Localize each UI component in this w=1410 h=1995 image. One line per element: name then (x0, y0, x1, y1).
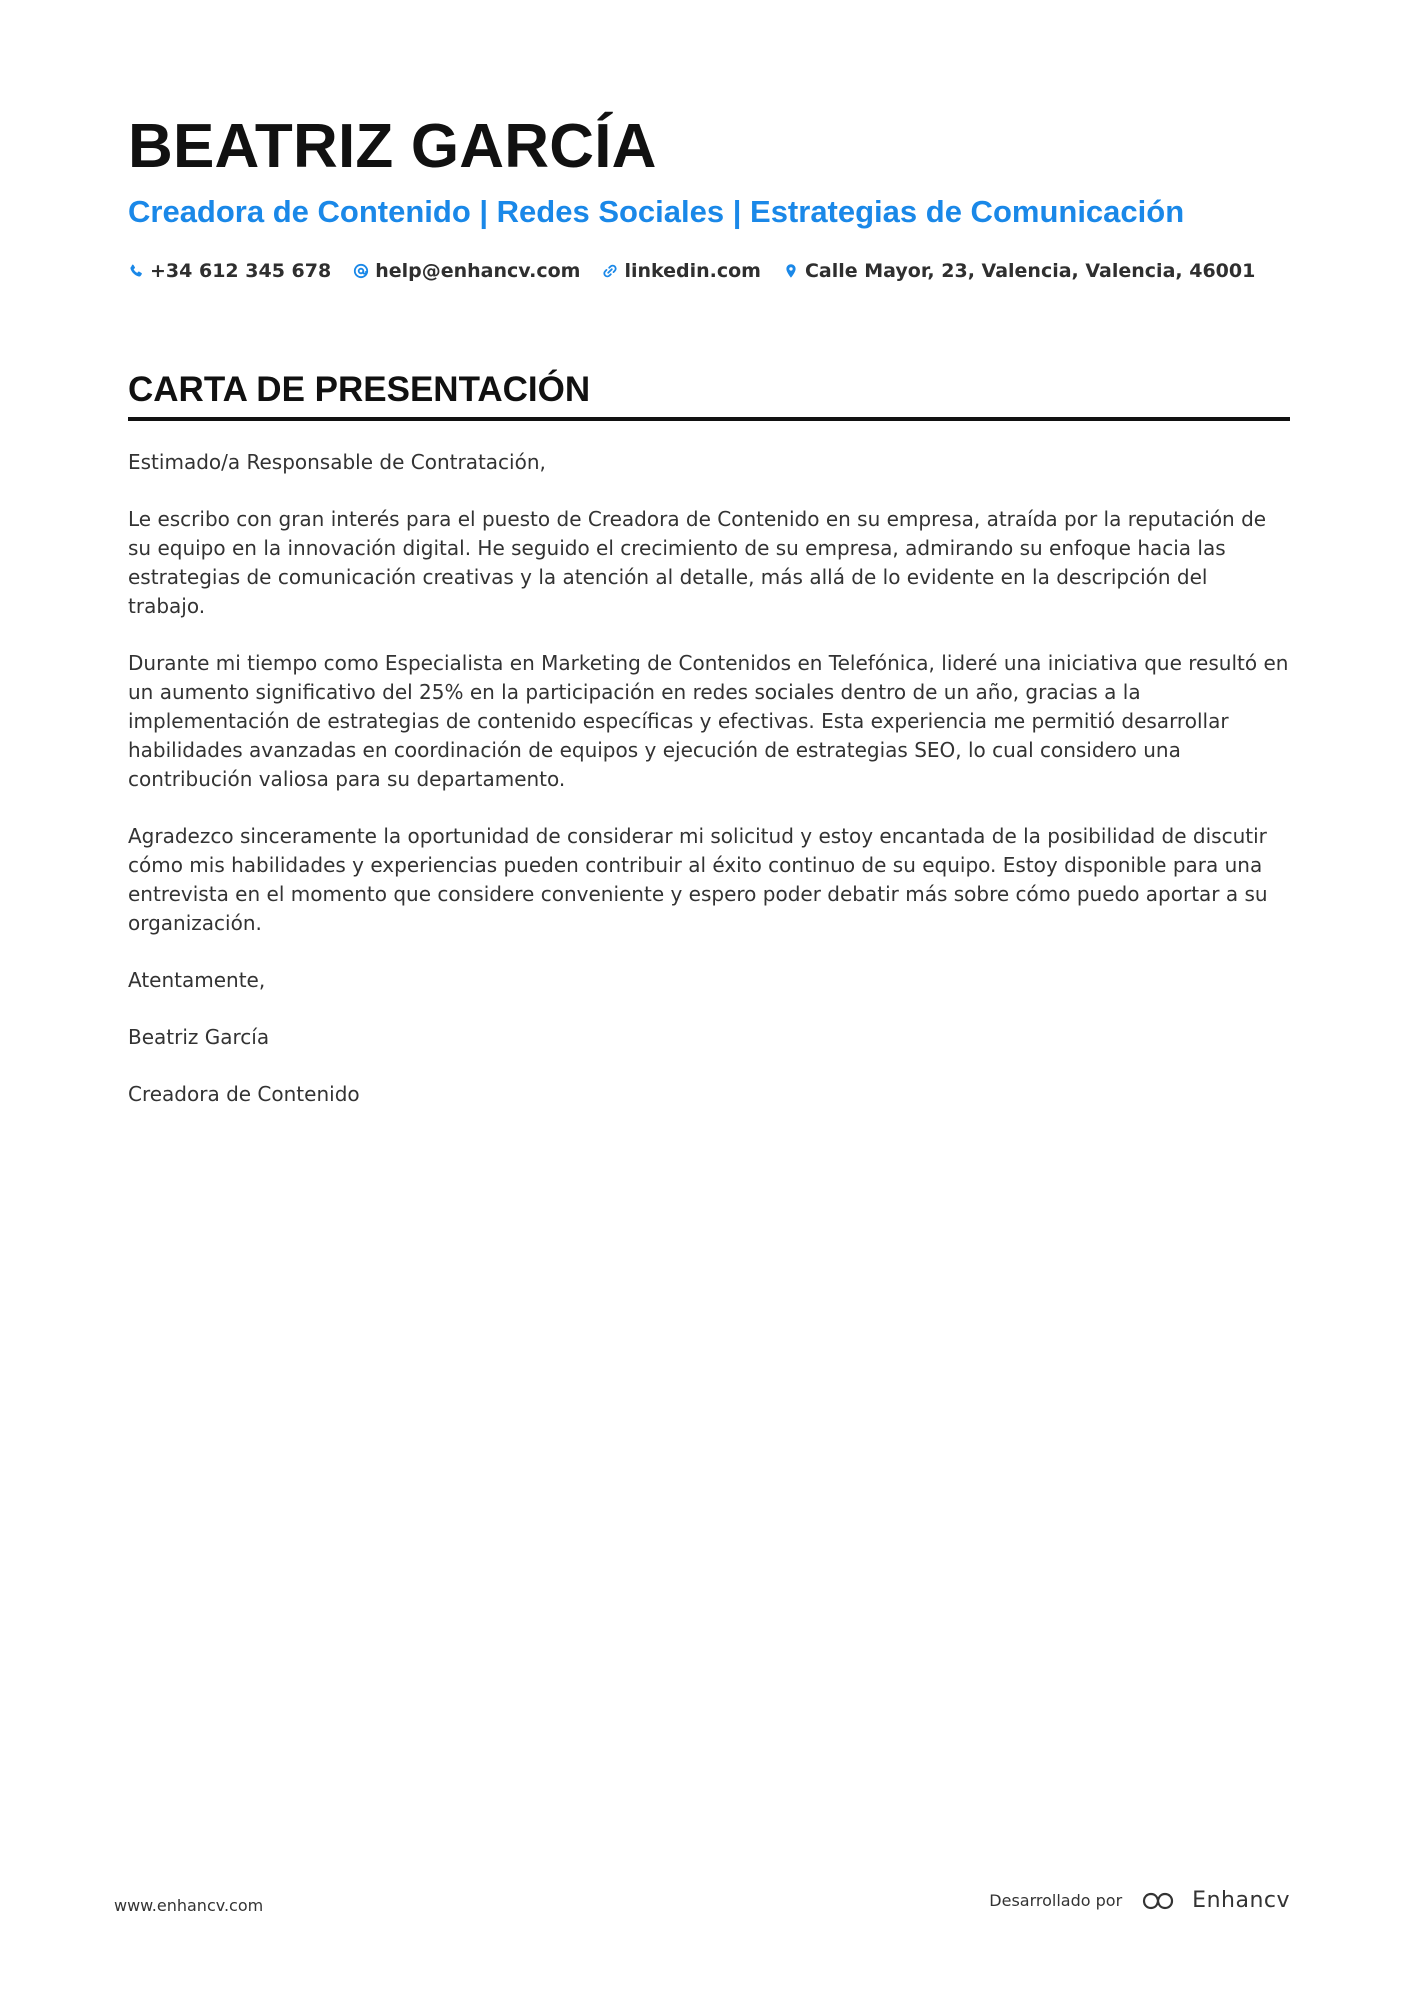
letter-paragraph-3: Agradezco sinceramente la oportunidad de considerar mi solicitud y estoy encantada de la posibilidad de discutir cómo mis habilidades y experiencias pueden contribuir al éxito continuo de su equipo. Estoy disponible para una entrevista en el momento que considere conveniente y espero poder debatir más sobre cómo puedo aportar a su organización. (128, 824, 1268, 935)
address-contact (783, 258, 1255, 284)
section-heading: CARTA DE PRESENTACIÓN (128, 370, 1290, 421)
signature-name: Beatriz García (128, 1025, 270, 1049)
email-address[interactable]: help@enhancv.com (375, 260, 581, 282)
powered-by-label: Desarrollado por (989, 1891, 1123, 1910)
location-pin-icon (783, 263, 799, 279)
email-contact (353, 258, 580, 284)
letter-paragraph-2: Durante mi tiempo como Especialista en Marketing de Contenidos en Telefónica, lideré una iniciativa que resultó en un aumento significativo del 25% en la participación en redes sociales dentro de un año, gracias a la implementación de estrategias de contenido específicas y efectivas. Esta experiencia me permitió desarrollar habilidades avanzadas en coordinación de equipos y ejecución de estrategias SEO, lo cual considero una contribución valiosa para su departamento. (128, 651, 1289, 791)
footer-branding (989, 1888, 1290, 1913)
brand-name: Enhancv (1192, 1888, 1290, 1913)
contact-bar (128, 258, 1290, 284)
signature-title: Creadora de Contenido (128, 1082, 360, 1106)
linkedin-contact (602, 258, 761, 284)
infinity-logo-icon (1134, 1889, 1182, 1913)
salutation: Estimado/a Responsable de Contratación, (128, 450, 546, 474)
candidate-name: BEATRIZ GARCÍA (128, 112, 657, 181)
letter-body (128, 448, 1290, 1109)
address: Calle Mayor, 23, Valencia, Valencia, 46001 (804, 260, 1256, 282)
headline: Creadora de Contenido | Redes Sociales | Estrategias de Comunicación (128, 194, 1185, 229)
phone-icon (128, 263, 144, 279)
phone-contact (128, 258, 331, 284)
document-content (128, 110, 1290, 1137)
letter-paragraph-1: Le escribo con gran interés para el puesto de Creadora de Contenido en su empresa, atraída por la reputación de su equipo en la innovación digital. He seguido el crecimiento de su empresa, admirando su enfoque hacia las estrategias de comunicación creativas y la atención al detalle, más allá de lo evidente en la descripción del trabajo. (128, 507, 1267, 618)
phone-number[interactable]: +34 612 345 678 (150, 260, 332, 282)
link-icon (602, 263, 618, 279)
linkedin-link[interactable]: linkedin.com (624, 260, 761, 282)
footer-website[interactable]: www.enhancv.com (114, 1896, 264, 1915)
at-icon (353, 263, 369, 279)
brand-logo (1134, 1888, 1290, 1913)
closing: Atentamente, (128, 968, 266, 992)
